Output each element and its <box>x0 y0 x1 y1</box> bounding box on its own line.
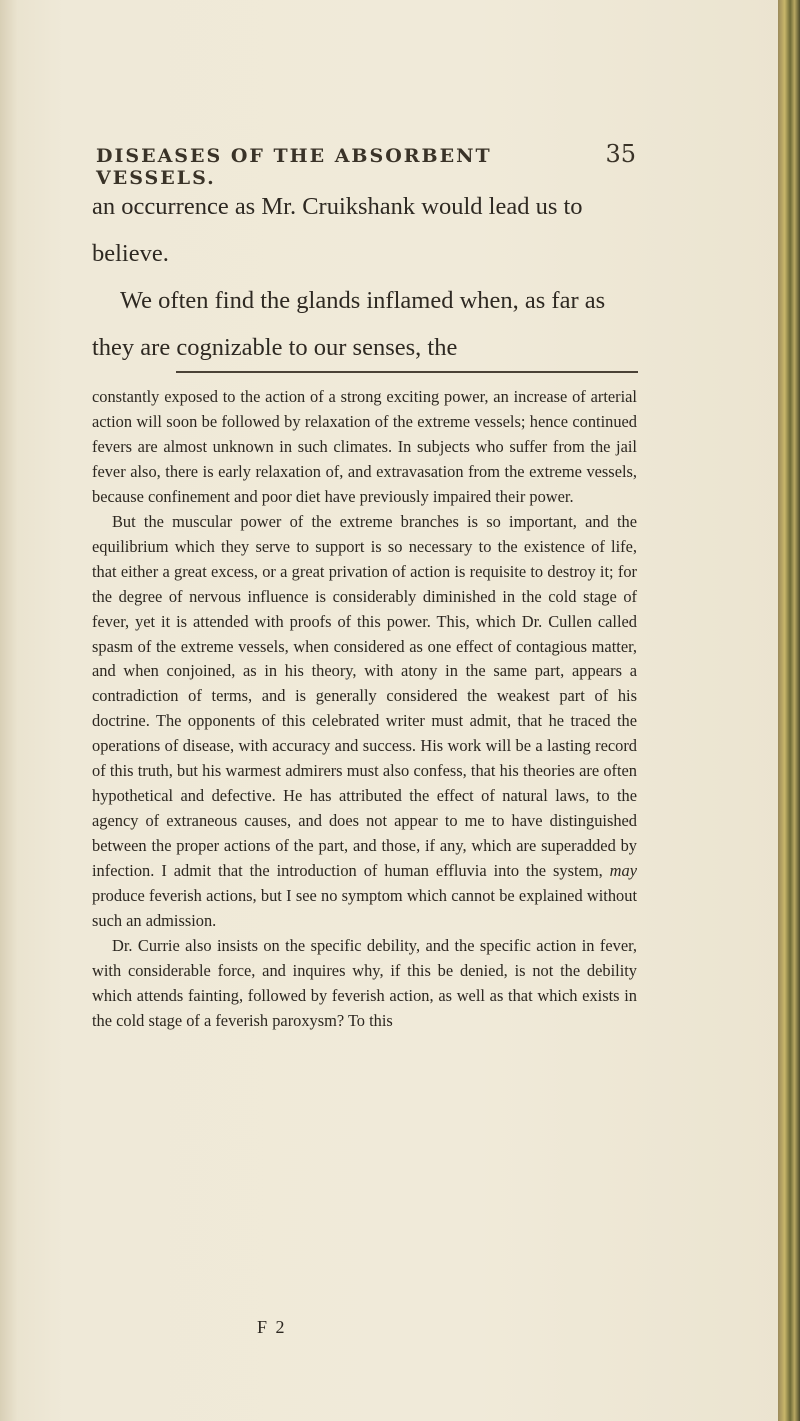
emphasis-may: may <box>609 861 637 881</box>
book-edge <box>778 0 800 1421</box>
footnote-rule <box>176 371 638 373</box>
footnote-paragraph-3: Dr. Currie also insists on the specific debility, and the specific action in fever, with considerable force, and inquires why, if this be denied, is not the debility which attends fainting, followed by feverish action, as well as that which exists in the cold stage of a feverish paroxysm? To this <box>92 935 637 1030</box>
main-paragraph-1: an occurrence as Mr. Cruikshank would lead us to believe. <box>92 193 583 267</box>
footnote-paragraph-2-text: But the muscular power of the extreme branches is so important, and the equilibrium which they serve to support is so necessary to the existence of life, that either a great excess, or a great privation of action is requisite to destroy it; for the degree of nervous influence is considerably diminished in the cold stage of fever, yet it is attended with proofs of this power. This, which Dr. Cullen called spasm of the extreme vessels, when considered as one effect of contagious matter, and when conjoined, as in his theory, with atony in the same part, appears a contradiction of terms, and is generally considered the weakest part of his doctrine. The opponents of this celebrated writer must admit, that he traced the operations of disease, with accuracy and success. His work will be a lasting record of this truth, but his warmest admirers must also confess, that his theories are often hypothetical and defective. He has attributed the effect of natural laws, to the agency of extraneous causes, and does not appear to me to have distinguished between the proper actions of the part, and those, if any, which are superadded by infection. I admit that the introduction of human effluvia into the system, <box>92 511 637 881</box>
page-gutter <box>0 0 18 1421</box>
main-paragraph-2: We often find the glands inflamed when, as far as they are cognizable to our senses, the <box>92 287 606 361</box>
running-header <box>96 140 636 189</box>
running-title: DISEASES OF THE ABSORBENT VESSELS. <box>96 145 492 189</box>
footnote-paragraph-2-tail: produce feverish actions, but I see no symptom which cannot be explained without such an admission. <box>92 886 637 931</box>
page-number: 35 <box>605 140 636 168</box>
signature-mark: F 2 <box>257 1317 287 1337</box>
footnote-paragraph-2 <box>92 510 637 934</box>
footnote-paragraph-1: constantly exposed to the action of a strong exciting power, an increase of arterial action will soon be followed by relaxation of the extreme vessels; hence continued fevers are almost unknown in such climates. In subjects who suffer from the jail fever also, there is early relaxation of, and extravasation from the extreme vessels, because confinement and poor diet have previously impaired their power. <box>92 387 637 506</box>
main-text <box>92 183 632 371</box>
footnote <box>92 385 637 1034</box>
